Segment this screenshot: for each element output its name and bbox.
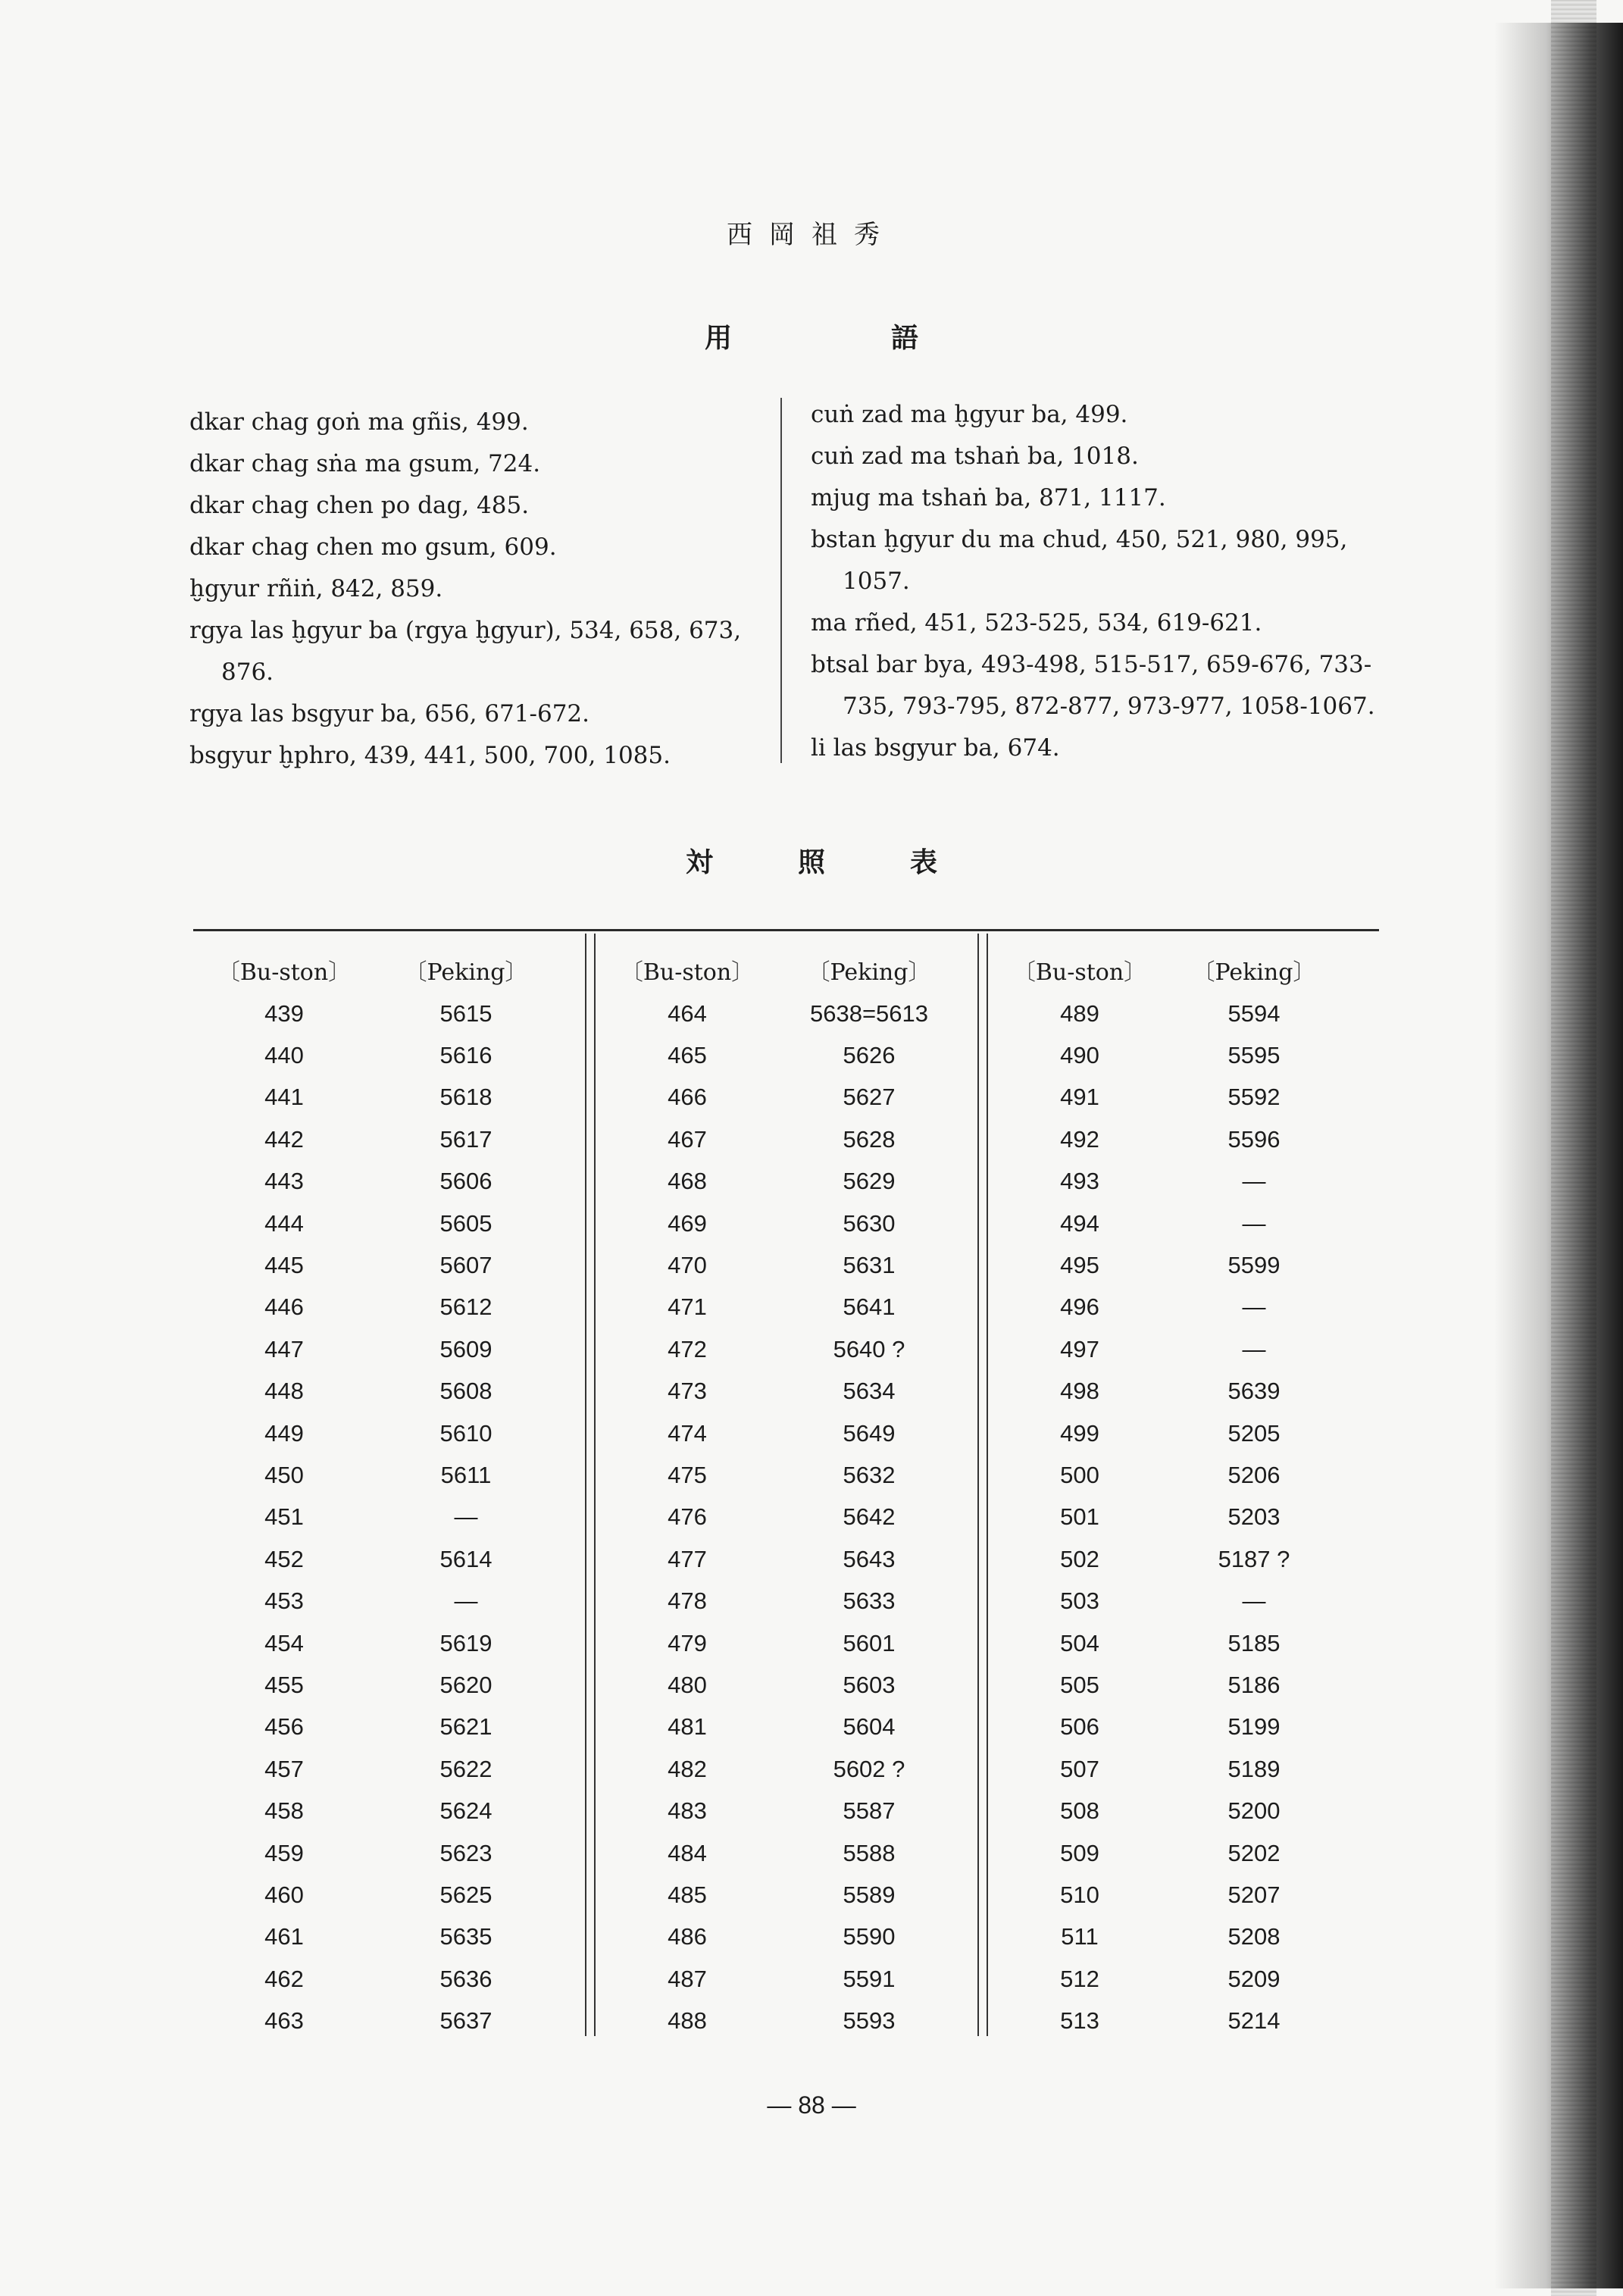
buston-cell: 444 xyxy=(264,1209,304,1237)
buston-cell: 503 xyxy=(1060,1587,1099,1615)
buston-cell: 453 xyxy=(264,1587,304,1615)
term-entry: bsgyur ḫphro, 439, 441, 500, 700, 1085. xyxy=(189,742,671,769)
author-name: 西岡祖秀 xyxy=(727,220,896,250)
table-row xyxy=(993,1161,1341,1203)
table-row xyxy=(600,1077,964,1118)
table-row xyxy=(600,1538,964,1580)
peking-cell: 5615 xyxy=(439,999,493,1027)
peking-cell: 5606 xyxy=(439,1168,493,1195)
buston-cell: 452 xyxy=(264,1545,304,1572)
table-double-divider xyxy=(585,934,596,2036)
table-row xyxy=(993,1497,1341,1538)
term-entry: li las bsgyur ba, 674. xyxy=(811,734,1060,762)
table-row xyxy=(197,1874,561,1916)
peking-cell: 5594 xyxy=(1227,999,1281,1027)
buston-cell: 486 xyxy=(668,1923,707,1950)
peking-cell: 5626 xyxy=(843,1042,896,1069)
buston-cell: 447 xyxy=(264,1335,304,1362)
peking-cell: 5603 xyxy=(843,1671,896,1698)
peking-cell: 5205 xyxy=(1227,1419,1281,1447)
buston-cell: 487 xyxy=(668,1965,707,1992)
peking-cell: 5587 xyxy=(843,1797,896,1825)
buston-cell: 465 xyxy=(668,1042,707,1069)
buston-cell: 485 xyxy=(668,1881,707,1908)
peking-cell: 5614 xyxy=(439,1545,493,1572)
table-row xyxy=(600,1916,964,1958)
table-row xyxy=(993,1034,1341,1076)
term-entry: mjug ma tshaṅ ba, 871, 1117. xyxy=(811,484,1166,511)
terms-column-divider xyxy=(780,398,782,763)
header-peking: 〔Peking〕 xyxy=(807,959,931,986)
buston-cell: 479 xyxy=(668,1629,707,1656)
buston-cell: 467 xyxy=(668,1125,707,1153)
buston-cell: 466 xyxy=(668,1084,707,1111)
peking-cell: 5208 xyxy=(1227,1923,1281,1950)
peking-cell: 5620 xyxy=(439,1671,493,1698)
buston-cell: 505 xyxy=(1060,1671,1099,1698)
terms-list-right xyxy=(811,394,1387,769)
buston-cell: 494 xyxy=(1060,1209,1099,1237)
table-row xyxy=(197,1244,561,1286)
buston-cell: 484 xyxy=(668,1839,707,1866)
buston-cell: 448 xyxy=(264,1378,304,1405)
buston-cell: 482 xyxy=(668,1755,707,1782)
buston-cell: 460 xyxy=(264,1881,304,1908)
peking-cell: 5599 xyxy=(1227,1252,1281,1279)
peking-cell: 5635 xyxy=(439,1923,493,1950)
peking-cell: — xyxy=(1242,1587,1266,1615)
buston-cell: 483 xyxy=(668,1797,707,1825)
buston-cell: 468 xyxy=(668,1168,707,1195)
peking-cell: 5609 xyxy=(439,1335,493,1362)
peking-cell: 5632 xyxy=(843,1461,896,1488)
table-row xyxy=(197,1958,561,2000)
peking-cell: 5608 xyxy=(439,1378,493,1405)
table-row xyxy=(197,1118,561,1160)
table-row xyxy=(993,1874,1341,1916)
peking-cell: — xyxy=(1242,1168,1266,1195)
buston-cell: 473 xyxy=(668,1378,707,1405)
table-row xyxy=(197,1161,561,1203)
table-row xyxy=(993,1790,1341,1831)
peking-cell: 5602 ? xyxy=(833,1755,905,1782)
table-row xyxy=(600,1622,964,1664)
buston-cell: 509 xyxy=(1060,1839,1099,1866)
buston-cell: 488 xyxy=(668,2007,707,2035)
term-entry: cuṅ zad ma tshaṅ ba, 1018. xyxy=(811,443,1139,470)
peking-cell: 5624 xyxy=(439,1797,493,1825)
peking-cell: — xyxy=(454,1503,478,1531)
table-row xyxy=(197,1203,561,1244)
buston-cell: 461 xyxy=(264,1923,304,1950)
buston-cell: 501 xyxy=(1060,1503,1099,1531)
peking-cell: 5643 xyxy=(843,1545,896,1572)
table-row xyxy=(600,993,964,1034)
table-row xyxy=(993,1287,1341,1328)
table-row xyxy=(600,1790,964,1831)
peking-cell: — xyxy=(454,1587,478,1615)
buston-cell: 497 xyxy=(1060,1335,1099,1362)
peking-cell: 5634 xyxy=(843,1378,896,1405)
peking-cell: 5593 xyxy=(843,2007,896,2035)
buston-cell: 502 xyxy=(1060,1545,1099,1572)
table-row xyxy=(197,1916,561,1958)
peking-cell: 5605 xyxy=(439,1209,493,1237)
buston-cell: 449 xyxy=(264,1419,304,1447)
table-heading-char: 照 xyxy=(797,846,825,878)
buston-cell: 475 xyxy=(668,1461,707,1488)
peking-cell: 5214 xyxy=(1227,2007,1281,2035)
table-header-row xyxy=(993,947,1341,993)
peking-cell: 5619 xyxy=(439,1629,493,1656)
buston-cell: 455 xyxy=(264,1671,304,1698)
term-entry: ḫgyur rñiṅ, 842, 859. xyxy=(189,575,443,602)
buston-cell: 490 xyxy=(1060,1042,1099,1069)
table-row xyxy=(197,1034,561,1076)
buston-cell: 457 xyxy=(264,1755,304,1782)
table-row xyxy=(993,1203,1341,1244)
peking-cell: 5186 xyxy=(1227,1671,1281,1698)
peking-cell: 5641 xyxy=(843,1293,896,1321)
buston-cell: 481 xyxy=(668,1713,707,1741)
table-row xyxy=(993,1916,1341,1958)
peking-cell: 5611 xyxy=(440,1461,492,1488)
table-row xyxy=(197,1328,561,1370)
table-row xyxy=(197,1497,561,1538)
buston-cell: 450 xyxy=(264,1461,304,1488)
term-entry: dkar chag goṅ ma gñis, 499. xyxy=(189,408,529,436)
table-row xyxy=(600,1748,964,1790)
buston-cell: 472 xyxy=(668,1335,707,1362)
table-row xyxy=(993,1077,1341,1118)
table-row xyxy=(197,1748,561,1790)
peking-cell: 5604 xyxy=(843,1713,896,1741)
table-row xyxy=(600,1203,964,1244)
table-row xyxy=(197,1664,561,1706)
peking-cell: 5596 xyxy=(1227,1125,1281,1153)
term-entry: dkar chag chen po dag, 485. xyxy=(189,492,530,519)
buston-cell: 463 xyxy=(264,2007,304,2035)
table-rows xyxy=(197,993,561,2042)
peking-cell: 5590 xyxy=(843,1923,896,1950)
buston-cell: 504 xyxy=(1060,1629,1099,1656)
buston-cell: 510 xyxy=(1060,1881,1099,1908)
header-buston: 〔Bu-ston〕 xyxy=(1012,959,1147,986)
table-heading-char: 表 xyxy=(910,846,938,878)
buston-cell: 498 xyxy=(1060,1378,1099,1405)
term-entry: cuṅ zad ma ḫgyur ba, 499. xyxy=(811,401,1128,428)
table-row xyxy=(993,1454,1341,1496)
buston-cell: 459 xyxy=(264,1839,304,1866)
table-row xyxy=(600,1958,964,2000)
peking-cell: 5199 xyxy=(1227,1713,1281,1741)
table-block xyxy=(600,947,964,2042)
peking-cell: — xyxy=(1242,1335,1266,1362)
table-row xyxy=(993,1538,1341,1580)
buston-cell: 445 xyxy=(264,1252,304,1279)
peking-cell: 5185 xyxy=(1227,1629,1281,1656)
peking-cell: 5616 xyxy=(439,1042,493,1069)
table-row xyxy=(993,1958,1341,2000)
buston-cell: 451 xyxy=(264,1503,304,1531)
table-row xyxy=(197,2000,561,2041)
table-row xyxy=(993,1412,1341,1454)
table-row xyxy=(993,993,1341,1034)
table-row xyxy=(197,1580,561,1622)
terms-list-left xyxy=(189,402,765,777)
peking-cell: 5200 xyxy=(1227,1797,1281,1825)
terms-heading-char: 用 xyxy=(704,322,732,354)
buston-cell: 456 xyxy=(264,1713,304,1741)
table-block xyxy=(197,947,561,2042)
table-heading-char: 対 xyxy=(685,846,713,878)
peking-cell: 5621 xyxy=(439,1713,493,1741)
terms-heading-char: 語 xyxy=(891,322,919,354)
buston-cell: 495 xyxy=(1060,1252,1099,1279)
peking-cell: 5202 xyxy=(1227,1839,1281,1866)
table-row xyxy=(600,1454,964,1496)
peking-cell: 5595 xyxy=(1227,1042,1281,1069)
table-row xyxy=(600,1034,964,1076)
table-header-row xyxy=(197,947,561,993)
peking-cell: 5618 xyxy=(439,1084,493,1111)
term-entry: rgya las ḫgyur ba (rgya ḫgyur), 534, 658, 673, 876. xyxy=(189,617,742,686)
table-row xyxy=(993,1832,1341,1874)
peking-cell: 5637 xyxy=(439,2007,493,2035)
table-rows xyxy=(993,993,1341,2042)
header-peking: 〔Peking〕 xyxy=(1192,959,1316,986)
buston-cell: 506 xyxy=(1060,1713,1099,1741)
table-row xyxy=(993,1371,1341,1412)
buston-cell: 439 xyxy=(264,999,304,1027)
table-header-row xyxy=(600,947,964,993)
table-row xyxy=(600,1161,964,1203)
buston-cell: 474 xyxy=(668,1419,707,1447)
header-peking: 〔Peking〕 xyxy=(404,959,528,986)
table-row xyxy=(600,1664,964,1706)
table-double-divider xyxy=(977,934,988,2036)
buston-cell: 496 xyxy=(1060,1293,1099,1321)
peking-cell: 5601 xyxy=(843,1629,896,1656)
peking-cell: 5633 xyxy=(843,1587,896,1615)
buston-cell: 507 xyxy=(1060,1755,1099,1782)
buston-cell: 469 xyxy=(668,1209,707,1237)
buston-cell: 500 xyxy=(1060,1461,1099,1488)
buston-cell: 513 xyxy=(1060,2007,1099,2035)
table-row xyxy=(993,2000,1341,2041)
table-row xyxy=(197,1371,561,1412)
table-row xyxy=(600,1832,964,1874)
peking-cell: 5622 xyxy=(439,1755,493,1782)
term-entry: ma rñed, 451, 523-525, 534, 619-621. xyxy=(811,609,1262,637)
buston-cell: 511 xyxy=(1061,1923,1099,1950)
table-row xyxy=(600,1371,964,1412)
peking-cell: 5588 xyxy=(843,1839,896,1866)
peking-cell: 5638=5613 xyxy=(809,999,929,1027)
table-row xyxy=(197,1622,561,1664)
table-row xyxy=(197,1287,561,1328)
buston-cell: 458 xyxy=(264,1797,304,1825)
table-row xyxy=(993,1244,1341,1286)
buston-cell: 446 xyxy=(264,1293,304,1321)
peking-cell: 5631 xyxy=(843,1252,896,1279)
term-entry: dkar chag sṅa ma gsum, 724. xyxy=(189,450,541,477)
peking-cell: 5591 xyxy=(843,1965,896,1992)
peking-cell: 5642 xyxy=(843,1503,896,1531)
buston-cell: 477 xyxy=(668,1545,707,1572)
peking-cell: 5628 xyxy=(843,1125,896,1153)
peking-cell: 5649 xyxy=(843,1419,896,1447)
peking-cell: — xyxy=(1242,1209,1266,1237)
buston-cell: 512 xyxy=(1060,1965,1099,1992)
buston-cell: 476 xyxy=(668,1503,707,1531)
table-block xyxy=(993,947,1341,2042)
peking-cell: 5203 xyxy=(1227,1503,1281,1531)
buston-cell: 443 xyxy=(264,1168,304,1195)
table-row xyxy=(600,2000,964,2041)
peking-cell: 5629 xyxy=(843,1168,896,1195)
table-row xyxy=(600,1412,964,1454)
table-row xyxy=(993,1664,1341,1706)
table-row xyxy=(197,993,561,1034)
peking-cell: 5206 xyxy=(1227,1461,1281,1488)
buston-cell: 499 xyxy=(1060,1419,1099,1447)
buston-cell: 462 xyxy=(264,1965,304,1992)
buston-cell: 478 xyxy=(668,1587,707,1615)
buston-cell: 508 xyxy=(1060,1797,1099,1825)
table-row xyxy=(600,1706,964,1748)
peking-cell: 5623 xyxy=(439,1839,493,1866)
page-number: — 88 — xyxy=(767,2091,856,2119)
peking-cell: 5639 xyxy=(1227,1378,1281,1405)
peking-cell: 5607 xyxy=(439,1252,493,1279)
table-row xyxy=(600,1244,964,1286)
buston-cell: 464 xyxy=(668,999,707,1027)
peking-cell: 5640 ? xyxy=(833,1335,905,1362)
term-entry: dkar chag chen mo gsum, 609. xyxy=(189,533,557,561)
header-buston: 〔Bu-ston〕 xyxy=(217,959,352,986)
peking-cell: 5207 xyxy=(1227,1881,1281,1908)
table-row xyxy=(993,1328,1341,1370)
table-row xyxy=(993,1580,1341,1622)
peking-cell: 5636 xyxy=(439,1965,493,1992)
buston-cell: 454 xyxy=(264,1629,304,1656)
terms-heading xyxy=(0,317,1623,355)
buston-cell: 493 xyxy=(1060,1168,1099,1195)
header-buston: 〔Bu-ston〕 xyxy=(620,959,755,986)
table-row xyxy=(600,1328,964,1370)
peking-cell: 5610 xyxy=(439,1419,493,1447)
peking-cell: 5209 xyxy=(1227,1965,1281,1992)
table-row xyxy=(600,1287,964,1328)
table-row xyxy=(993,1118,1341,1160)
table-row xyxy=(197,1832,561,1874)
peking-cell: 5589 xyxy=(843,1881,896,1908)
table-row xyxy=(993,1622,1341,1664)
table-row xyxy=(197,1790,561,1831)
table-row xyxy=(600,1497,964,1538)
table-rows xyxy=(600,993,964,2042)
buston-cell: 491 xyxy=(1060,1084,1099,1111)
peking-cell: 5630 xyxy=(843,1209,896,1237)
peking-cell: 5617 xyxy=(439,1125,493,1153)
table-row xyxy=(600,1118,964,1160)
table-row xyxy=(993,1706,1341,1748)
peking-cell: 5189 xyxy=(1227,1755,1281,1782)
peking-cell: 5592 xyxy=(1227,1084,1281,1111)
buston-cell: 492 xyxy=(1060,1125,1099,1153)
term-entry: bstan ḫgyur du ma chud, 450, 521, 980, 995, 1057. xyxy=(811,526,1348,595)
term-entry: rgya las bsgyur ba, 656, 671-672. xyxy=(189,700,589,727)
peking-cell: 5625 xyxy=(439,1881,493,1908)
table-row xyxy=(600,1580,964,1622)
peking-cell: — xyxy=(1242,1293,1266,1321)
buston-cell: 440 xyxy=(264,1042,304,1069)
table-top-rule xyxy=(193,929,1379,931)
table-row xyxy=(197,1706,561,1748)
buston-cell: 489 xyxy=(1060,999,1099,1027)
table-heading xyxy=(0,841,1623,880)
table-row xyxy=(600,1874,964,1916)
table-row xyxy=(197,1454,561,1496)
peking-cell: 5187 ? xyxy=(1218,1545,1290,1572)
table-row xyxy=(197,1538,561,1580)
buston-cell: 470 xyxy=(668,1252,707,1279)
buston-cell: 442 xyxy=(264,1125,304,1153)
buston-cell: 471 xyxy=(668,1293,707,1321)
buston-cell: 480 xyxy=(668,1671,707,1698)
table-row xyxy=(197,1412,561,1454)
table-row xyxy=(197,1077,561,1118)
peking-cell: 5612 xyxy=(439,1293,493,1321)
term-entry: btsal bar bya, 493-498, 515-517, 659-676, 733-735, 793-795, 872-877, 973-977, 1058-1067. xyxy=(811,651,1375,720)
peking-cell: 5627 xyxy=(843,1084,896,1111)
buston-cell: 441 xyxy=(264,1084,304,1111)
table-row xyxy=(993,1748,1341,1790)
